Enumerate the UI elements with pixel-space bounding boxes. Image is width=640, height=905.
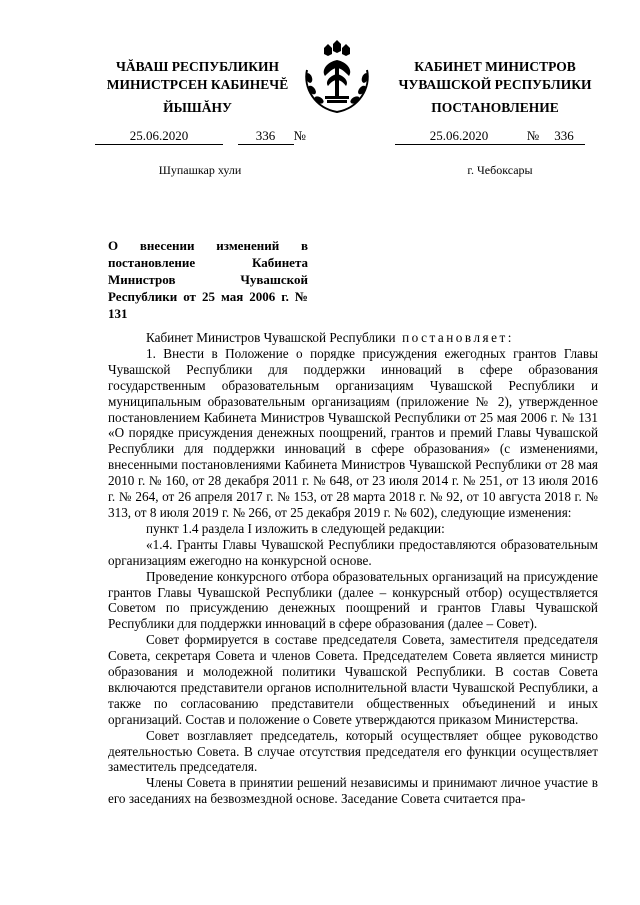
city-left: Шупашкар хули [158,163,242,177]
left-number: 336 [238,128,294,145]
dateline-right [395,128,585,145]
header-left-doc-type: ЙЫШĂНУ [163,100,232,115]
right-number: 336 [543,128,585,145]
body-paragraph-4: Проведение конкурсного отбора образовательных организаций на присуждение грантов Главы Чувашской Республики (далее – конкурсный отбор) осуществляется Советом по присуждению денежных поощрений и грантов Главы Чувашской Республики для поддержки инноваций в сфере образования (далее – Совет). [108,568,598,632]
dateline-left [95,128,306,145]
body-intro [108,330,598,346]
left-date: 25.06.2020 [95,128,223,145]
header-right-line2: ЧУВАШСКОЙ РЕСПУБЛИКИ [398,77,592,92]
body-paragraph-2: пункт 1.4 раздела I изложить в следующей редакции: [146,520,445,536]
document-body [108,330,598,807]
left-number-sign: № [293,128,306,143]
header-right-doc-type: ПОСТАНОВЛЕНИЕ [431,100,559,115]
header-left-line1: ЧĂВАШ РЕСПУБЛИКИН [115,59,280,74]
header-right-line1: КАБИНЕТ МИНИСТРОВ [414,59,576,74]
right-date: 25.06.2020 [395,128,523,145]
header-left-title [85,58,310,94]
right-number-sign: № [523,128,543,145]
body-paragraph-5: Совет формируется в составе председателя Совета, заместителя председателя Совета, секретаря Совета и членов Совета. Председателем Совета является министр образования и молодежной политики Чувашской Республики. В состав Совета включаются представители органов исполнительной власти Чувашской Республики, а также по согласованию представители общественных объединений и иных организаций. Состав и положение о Совете утверждаются приказом Министерства. [108,632,598,727]
body-paragraph-7: Члены Совета в принятии решений независимы и принимают личное участие в его заседаниях на безвозмездной основе. Заседание Совета считается пра- [108,775,598,807]
body-paragraph-1: 1. Внести в Положение о порядке присуждения ежегодных грантов Главы Чувашской Республики для поддержки инноваций в сфере образования государственным образовательным организациям Чувашской Республики и муниципальным образовательным организациям (приложение № 2), утвержденное постановлением Кабинета Министров Чувашской Республики от 25 мая 2006 г. № 131 «О порядке присуждения денежных поощрений, грантов и премий Главы Чувашской Республики для поддержки инноваций в сфере образования» (с изменениями, внесенными постановлениями Кабинета Министров Чувашской Республики от 28 мая 2010 г. № 160, от 28 декабря 2011 г. № 648, от 23 июля 2014 г. № 251, от 13 июля 2016 г. № 264, от 26 апреля 2017 г. № 153, от 28 марта 2018 г. № 92, от 10 августа 2018 г. № 313, от 8 июля 2019 г. № 266, от 25 декабря 2019 г. № 602), следующие изменения: [108,345,598,520]
header-left-line2: МИНИСТРСЕН КАБИНЕЧĔ [106,77,289,92]
body-intro-spaced: постановляет: [402,330,514,345]
body-paragraph-3: «1.4. Гранты Главы Чувашской Республики предоставляются образовательным организациям ежегодно на конкурсной основе. [108,536,598,568]
document-subject: О внесении изменений в постановление Кабинета Министров Чувашской Республики от 25 мая 2006 г. № 131 [108,238,308,321]
chuvash-coat-of-arms-icon [297,40,377,116]
body-paragraph-6: Совет возглавляет председатель, который осуществляет общее руководство деятельностью Совета. В случае отсутствия председателя его функции осуществляет заместитель председателя. [108,727,598,775]
header-right-title [385,58,605,94]
city-right: г. Чебоксары [467,163,533,177]
body-intro-text: Кабинет Министров Чувашской Республики [146,330,396,345]
